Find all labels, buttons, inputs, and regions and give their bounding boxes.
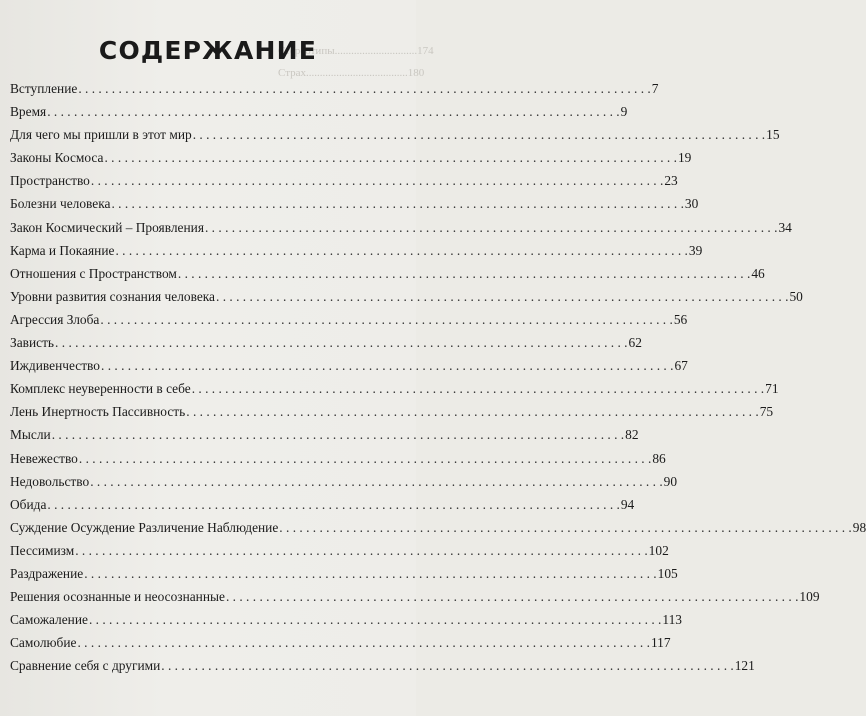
dot-leader [84, 566, 656, 582]
toc-entry-page-number: 19 [677, 150, 692, 166]
toc-entry-title: Решения осознанные и неосознанные [10, 589, 225, 605]
toc-entry-title: Суждение Осуждение Различение Наблюдение [10, 519, 279, 535]
toc-entry [10, 242, 703, 266]
toc-entry [10, 496, 635, 520]
toc-entry-page-number: 15 [766, 127, 780, 143]
toc-entry [10, 81, 659, 104]
dot-leader [100, 312, 672, 328]
toc-entry-title: Карма и Покаяние [10, 242, 115, 258]
table-of-contents [10, 81, 866, 681]
dot-leader [279, 520, 851, 536]
toc-entry [10, 173, 678, 196]
toc-entry-title: Обида [10, 496, 47, 512]
toc-entry-page-number: 71 [765, 381, 779, 397]
dot-leader [111, 196, 683, 212]
toc-entry [10, 658, 755, 681]
toc-entry-title: Для чего мы пришли в этот мир [10, 127, 192, 143]
toc-entry [10, 565, 678, 589]
toc-entry-title: Мысли [10, 427, 51, 443]
toc-entry-title: Время [10, 104, 47, 120]
dot-leader [193, 127, 765, 143]
dot-leader [78, 81, 650, 97]
toc-entry [10, 404, 774, 427]
toc-entry-page-number: 30 [684, 196, 699, 212]
toc-entry-page-number: 50 [789, 288, 803, 304]
dot-leader [205, 220, 777, 236]
bleed-through-line: Страх.....................................180 [278, 67, 425, 79]
dot-leader [47, 104, 619, 120]
toc-entry-title: Иждивенчество [10, 358, 100, 374]
toc-entry [10, 104, 628, 127]
toc-entry-page-number: 34 [778, 219, 792, 235]
dot-leader [101, 358, 673, 374]
toc-entry [10, 427, 639, 450]
toc-entry [10, 265, 765, 289]
toc-entry-page-number: 117 [650, 635, 671, 651]
toc-entry-title: Лень Инертность Пассивность [10, 404, 186, 420]
toc-entry-page-number: 82 [625, 427, 639, 443]
toc-entry-title: Болезни человека [10, 196, 111, 212]
dot-leader [89, 612, 661, 628]
dot-leader [52, 427, 624, 443]
toc-entry-page-number: 86 [652, 450, 666, 466]
toc-entry-title: Закон Космический – Проявления [10, 219, 204, 235]
toc-entry-page-number: 9 [620, 104, 628, 120]
toc-entry-page-number: 94 [620, 496, 635, 512]
toc-entry [10, 473, 678, 497]
dot-leader [192, 381, 764, 397]
toc-entry [10, 381, 779, 404]
toc-entry-title: Уровни развития сознания человека [10, 288, 216, 304]
toc-entry-page-number: 105 [657, 565, 678, 581]
toc-entry-page-number: 102 [648, 542, 669, 558]
toc-entry-title: Пессимизм [10, 542, 75, 558]
dot-leader [79, 451, 651, 467]
dot-leader [216, 289, 788, 305]
dot-leader [161, 658, 733, 674]
toc-entry-title: Пространство [10, 173, 90, 189]
toc-entry [10, 150, 692, 173]
toc-entry-page-number: 46 [751, 265, 765, 281]
dot-leader [91, 173, 663, 189]
toc-entry-page-number: 56 [673, 311, 688, 327]
dot-leader [104, 150, 676, 166]
dot-leader [90, 474, 662, 490]
toc-entry-page-number: 39 [688, 242, 703, 258]
toc-entry [10, 519, 866, 543]
dot-leader [55, 335, 627, 351]
toc-entry-page-number: 98 [852, 519, 866, 535]
toc-entry-title: Вступление [10, 81, 78, 96]
toc-entry [10, 358, 688, 381]
toc-entry-page-number: 109 [799, 589, 820, 605]
toc-entry-page-number: 62 [628, 335, 642, 351]
toc-entry-page-number: 113 [662, 612, 682, 628]
toc-entry [10, 127, 780, 150]
toc-entry-title: Самолюбие [10, 635, 77, 651]
toc-entry-title: Комплекс неуверенности в себе [10, 381, 191, 397]
page-title: СОДЕРЖАНИЕ [98, 36, 318, 65]
toc-entry-title: Раздражение [10, 565, 84, 581]
toc-entry-page-number: 23 [664, 173, 678, 189]
dot-leader [75, 543, 647, 559]
toc-entry [10, 219, 792, 243]
dot-leader [178, 266, 750, 282]
toc-entry-page-number: 90 [663, 473, 678, 489]
toc-entry [10, 635, 671, 658]
toc-entry-page-number: 75 [759, 404, 774, 420]
dot-leader [226, 589, 798, 605]
toc-entry [10, 288, 803, 312]
toc-entry-title: Саможаление [10, 612, 88, 628]
dot-leader [186, 404, 758, 420]
toc-entry [10, 589, 820, 612]
bleed-through-line: Стереотипы..............................174 [278, 45, 434, 57]
toc-entry-title: Невежество [10, 450, 78, 466]
toc-entry-title: Недовольство [10, 473, 90, 489]
dot-leader [115, 243, 687, 259]
dot-leader [77, 635, 649, 651]
toc-entry-title: Сравнение себя с другими [10, 658, 161, 674]
toc-entry-page-number: 67 [674, 358, 688, 374]
toc-entry [10, 450, 666, 474]
toc-entry-title: Законы Космоса [10, 150, 104, 166]
toc-entry-title: Зависть [10, 335, 55, 351]
toc-entry-page-number: 7 [651, 81, 659, 96]
toc-entry [10, 612, 682, 635]
toc-entry [10, 311, 688, 335]
toc-entry-title: Отношения с Пространством [10, 265, 177, 281]
toc-entry [10, 196, 699, 219]
toc-entry [10, 542, 669, 566]
dot-leader [47, 497, 619, 513]
toc-entry-title: Агрессия Злоба [10, 311, 100, 327]
toc-entry [10, 335, 642, 358]
toc-entry-page-number: 121 [734, 658, 755, 674]
